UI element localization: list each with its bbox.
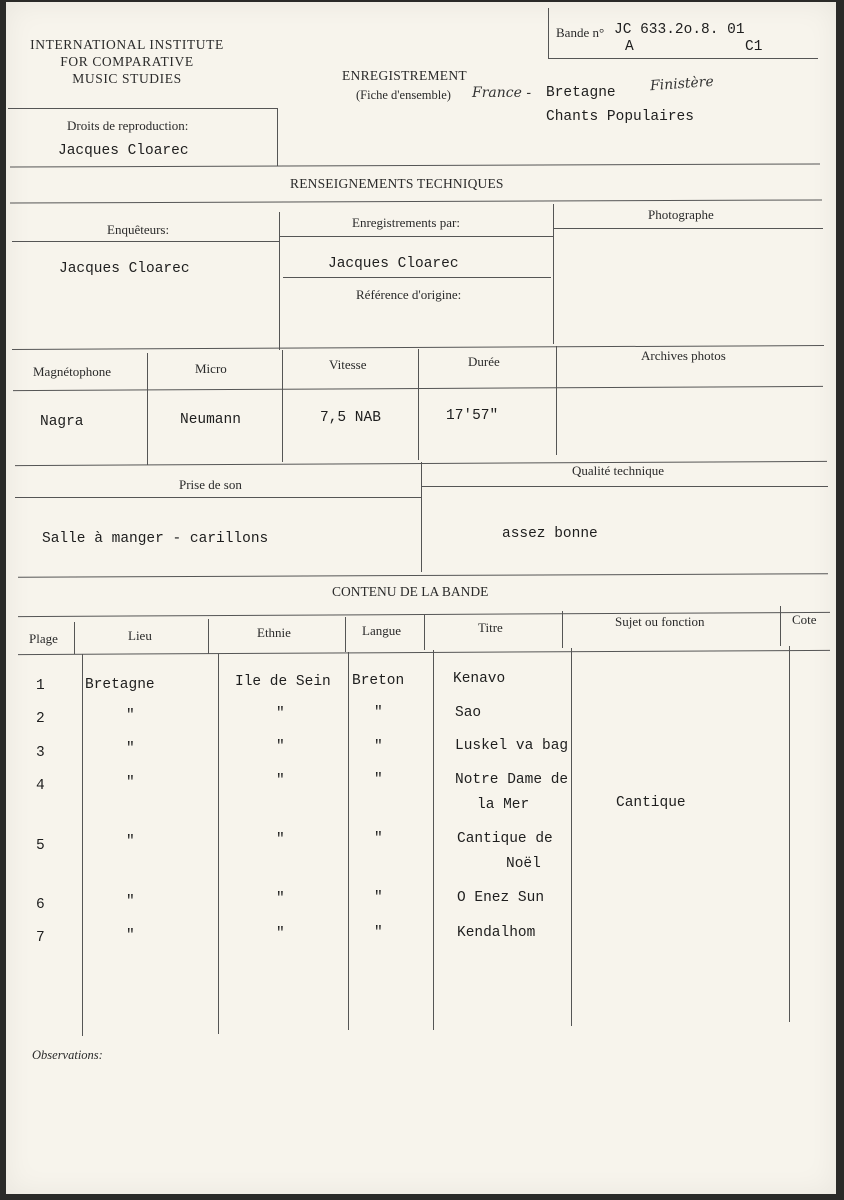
row-4-langue: " (374, 772, 383, 788)
row-5-plage: 5 (36, 838, 45, 854)
row-3-plage: 3 (36, 745, 45, 761)
row-2-plage: 2 (36, 711, 45, 727)
row-4-ethnie: " (276, 773, 285, 789)
vitesse-value: 7,5 NAB (320, 410, 381, 426)
rights-value: Jacques Cloarec (58, 143, 189, 159)
row-2-titre: Sao (455, 705, 482, 721)
enregistrements-value: Jacques Cloarec (328, 256, 459, 272)
row-4-titre-line-1: Notre Dame de (455, 772, 569, 788)
bande-code: C1 (745, 39, 763, 55)
row-5-langue: " (374, 831, 383, 847)
technical-title: RENSEIGNEMENTS TECHNIQUES (290, 176, 504, 191)
photographe-label: Photographe (648, 207, 714, 222)
row-1-titre: Kenavo (453, 671, 506, 687)
qualite-label: Qualité technique (572, 463, 665, 478)
enregistrements-label: Enregistrements par: (352, 215, 460, 230)
row-4-lieu: " (126, 775, 135, 791)
magnetophone-value: Nagra (40, 414, 84, 430)
enqueteurs-label: Enquêteurs: (107, 222, 170, 237)
column-plage: Plage (29, 631, 58, 646)
row-1-plage: 1 (36, 678, 45, 694)
row-5-titre-line-2: Noël (506, 856, 541, 872)
enregistrement-title: ENREGISTREMENT (342, 68, 467, 83)
institute-line-3: MUSIC STUDIES (72, 71, 182, 86)
department-handwritten: Finistère (649, 73, 715, 95)
column-cote: Cote (792, 612, 817, 627)
row-4-plage: 4 (36, 778, 45, 794)
row-5-lieu: " (126, 834, 135, 850)
bande-number: JC 633.2o.8. 01 (614, 22, 745, 38)
row-2-lieu: " (126, 708, 135, 724)
duree-label: Durée (468, 354, 500, 369)
archives-label: Archives photos (641, 348, 726, 363)
row-3-titre: Luskel va bag (455, 738, 569, 754)
row-6-lieu: " (126, 894, 135, 910)
row-7-langue: " (374, 925, 383, 941)
observations-label: Observations: (32, 1048, 103, 1062)
column-ethnie: Ethnie (257, 625, 291, 640)
region-value: Bretagne (546, 85, 616, 101)
row-6-titre: O Enez Sun (457, 890, 545, 906)
bande-label: Bande n° (556, 25, 605, 40)
institute-name (2, 36, 252, 87)
duree-value: 17'57" (446, 408, 499, 424)
row-7-plage: 7 (36, 930, 45, 946)
micro-label: Micro (195, 361, 227, 376)
country-handwritten: France - (472, 85, 532, 101)
subject-value: Chants Populaires (546, 109, 694, 125)
row-3-langue: " (374, 739, 383, 755)
row-7-titre: Kendalhom (457, 925, 536, 941)
row-4-titre-line-2: la Mer (477, 797, 530, 813)
prise-value: Salle à manger - carillons (42, 531, 269, 547)
rights-label: Droits de reproduction: (67, 118, 189, 133)
row-6-langue: " (374, 890, 383, 906)
row-5-ethnie: " (276, 832, 285, 848)
row-3-ethnie: " (276, 739, 285, 755)
reference-label: Référence d'origine: (356, 287, 462, 302)
column-lieu: Lieu (128, 628, 152, 643)
magnetophone-label: Magnétophone (33, 364, 111, 379)
row-1-langue: Breton (352, 673, 405, 689)
row-3-lieu: " (126, 741, 135, 757)
row-2-langue: " (374, 705, 383, 721)
column-sujet: Sujet ou fonction (615, 614, 705, 629)
row-6-ethnie: " (276, 891, 285, 907)
enqueteurs-value: Jacques Cloarec (59, 261, 190, 277)
fiche-label: (Fiche d'ensemble) (356, 88, 451, 102)
bande-side: A (625, 39, 634, 55)
row-1-ethnie: Ile de Sein (235, 674, 331, 690)
row-7-ethnie: " (276, 926, 285, 942)
row-6-plage: 6 (36, 897, 45, 913)
institute-line-1: INTERNATIONAL INSTITUTE (30, 37, 224, 52)
micro-value: Neumann (180, 412, 241, 428)
row-1-lieu: Bretagne (85, 677, 155, 693)
row-4-sujet: Cantique (616, 795, 686, 811)
institute-line-2: FOR COMPARATIVE (60, 54, 194, 69)
vitesse-label: Vitesse (329, 357, 367, 372)
contents-title: CONTENU DE LA BANDE (332, 584, 489, 599)
column-titre: Titre (478, 620, 503, 635)
qualite-value: assez bonne (502, 526, 598, 542)
row-2-ethnie: " (276, 706, 285, 722)
row-7-lieu: " (126, 928, 135, 944)
row-5-titre-line-1: Cantique de (457, 831, 553, 847)
column-langue: Langue (362, 623, 401, 638)
prise-label: Prise de son (179, 477, 242, 492)
